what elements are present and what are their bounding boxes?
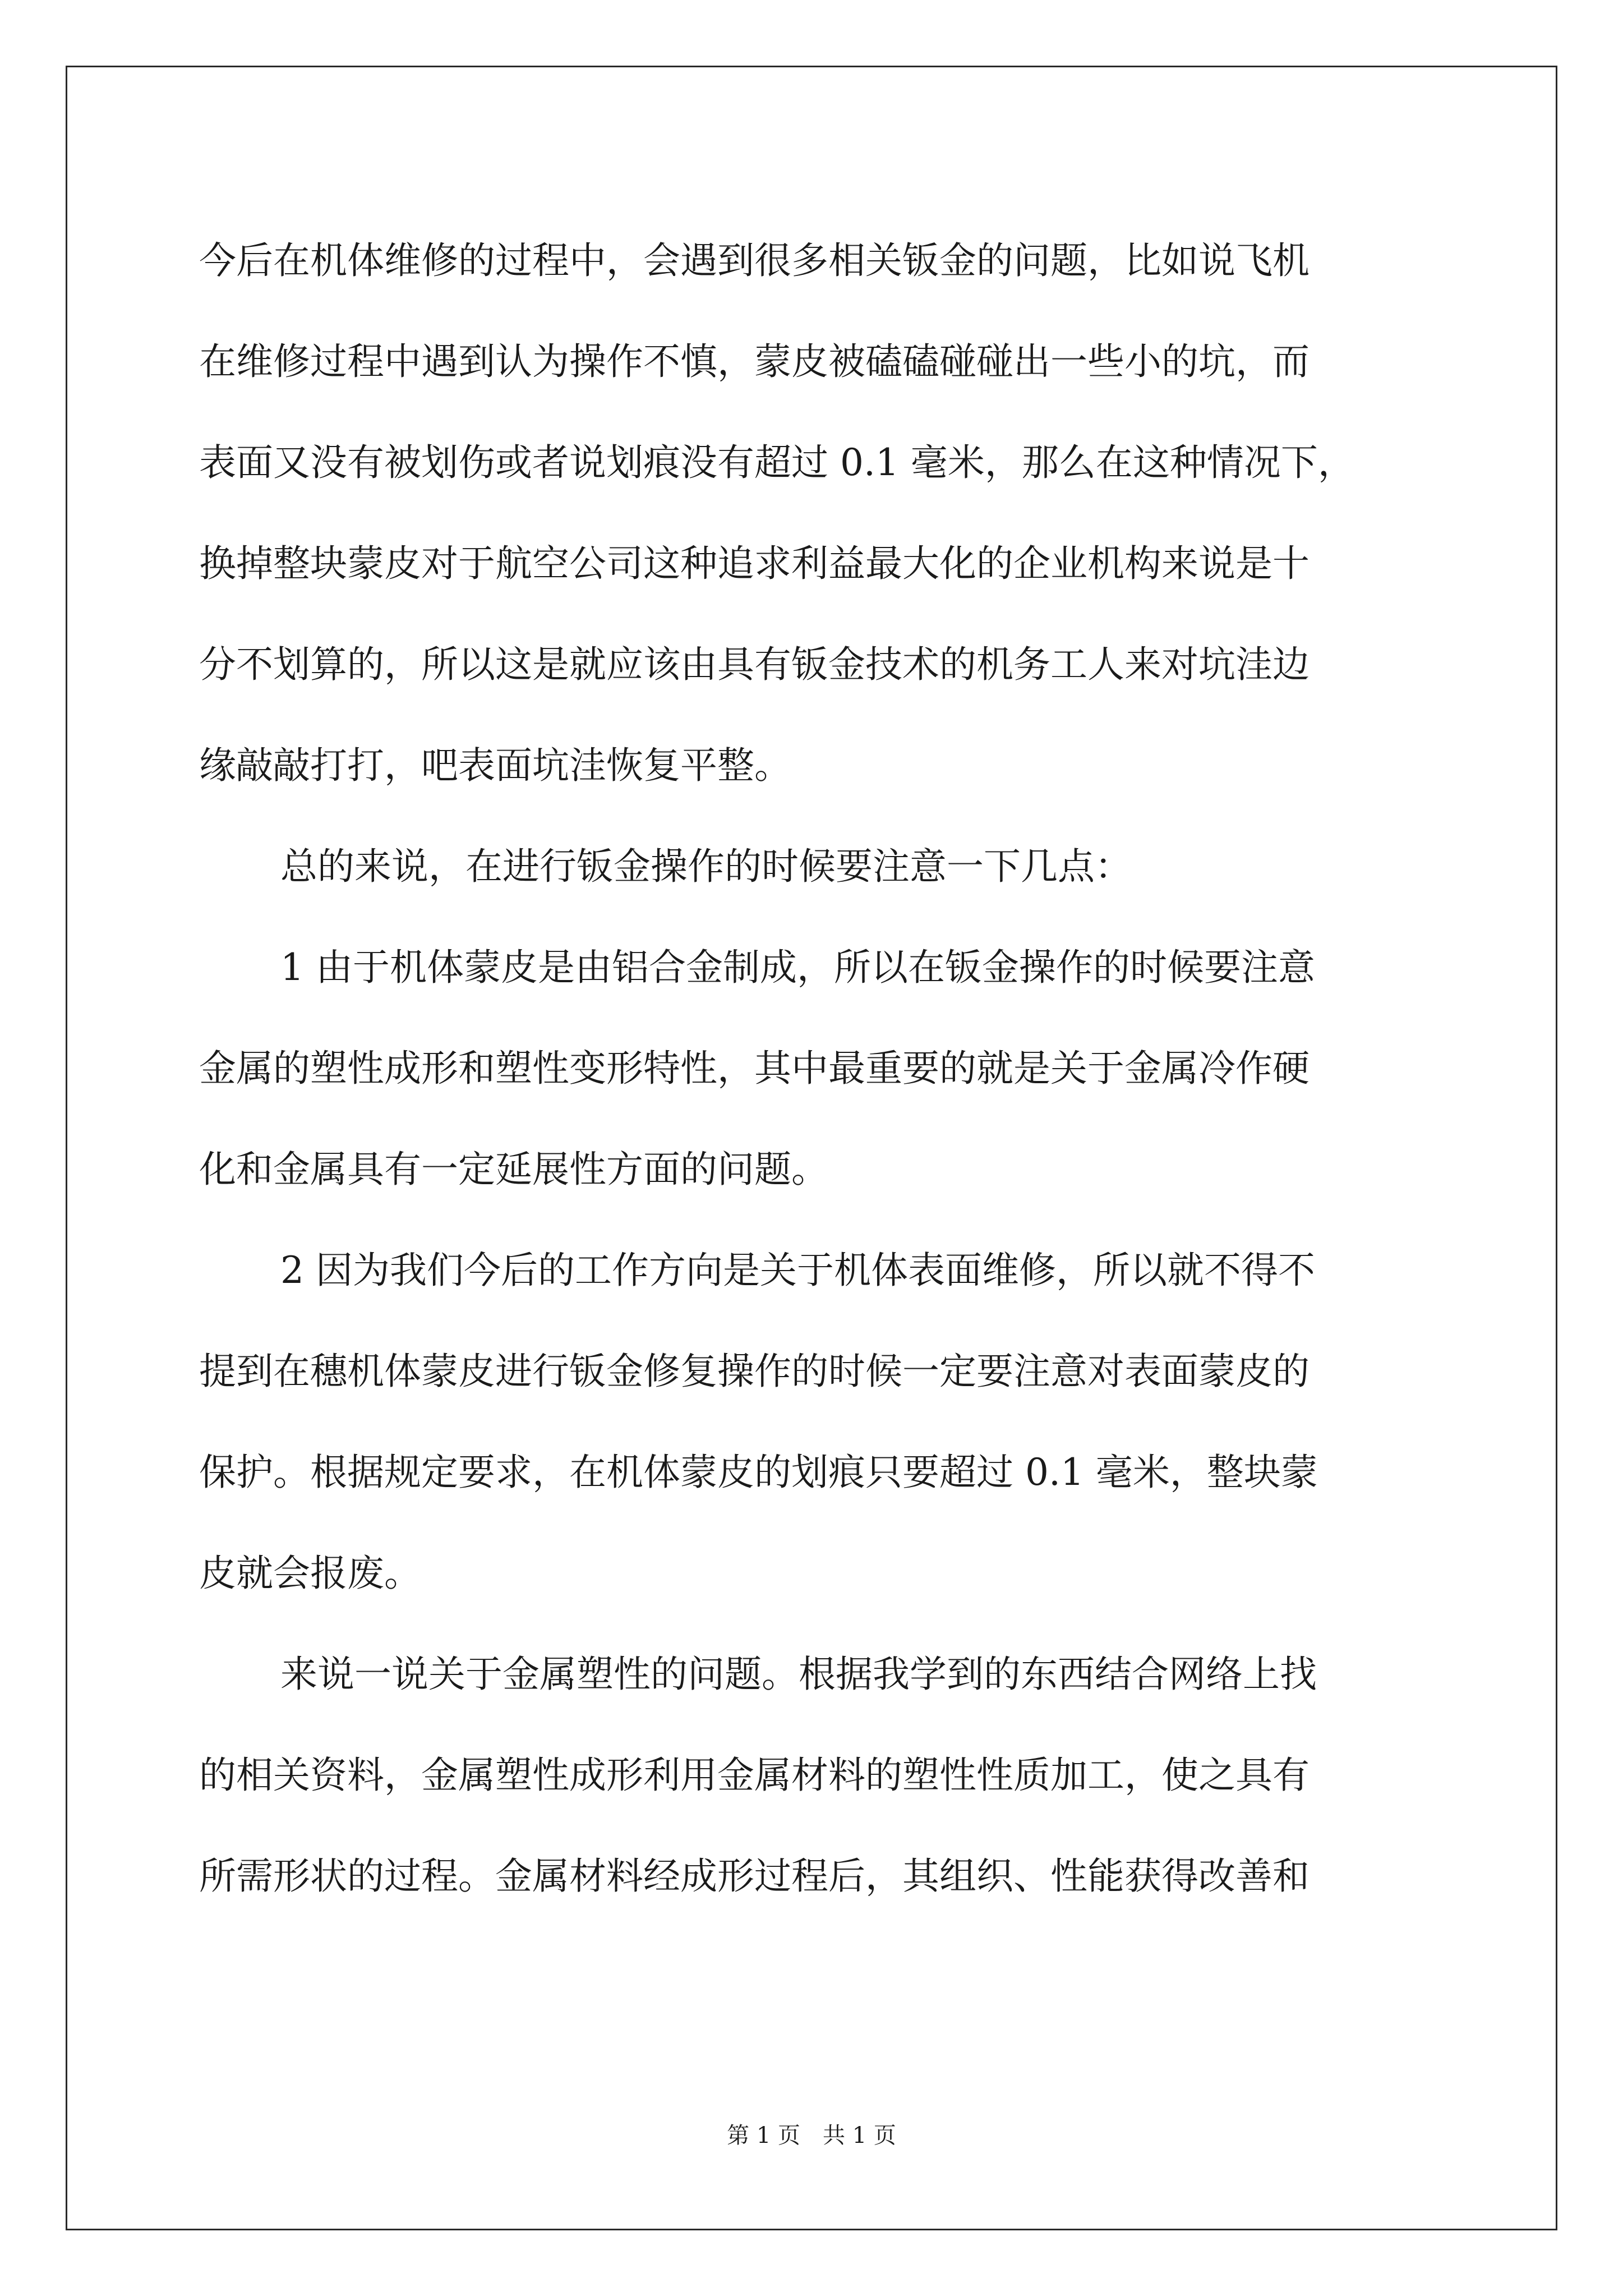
text-line: 在维修过程中遇到认为操作不慎，蒙皮被磕磕碰碰出一些小的坑，而 (199, 340, 1310, 383)
text-line: 的相关资料，金属塑性成形利用金属材料的塑性性质加工，使之具有 (199, 1754, 1310, 1797)
text-line: 分不划算的，所以这是就应该由具有钣金技术的机务工人来对坑洼边 (199, 643, 1310, 686)
text-line: 缘敲敲打打，吧表面坑洼恢复平整。 (199, 744, 791, 787)
text-line: 2 因为我们今后的工作方向是关于机体表面维修，所以就不得不 (280, 1249, 1315, 1292)
document-body (199, 210, 1461, 1927)
text-line: 总的来说，在进行钣金操作的时候要注意一下几点： (280, 845, 1132, 888)
text-line: 今后在机体维修的过程中，会遇到很多相关钣金的问题，比如说飞机 (199, 239, 1310, 282)
text-line: 来说一说关于金属塑性的问题。根据我学到的东西结合网络上找 (280, 1653, 1317, 1696)
text-line: 提到在穗机体蒙皮进行钣金修复操作的时候一定要注意对表面蒙皮的 (199, 1350, 1310, 1393)
text-line: 化和金属具有一定延展性方面的问题。 (199, 1148, 828, 1191)
text-line: 所需形状的过程。金属材料经成形过程后，其组织、性能获得改善和 (199, 1855, 1310, 1898)
text-line: 表面又没有被划伤或者说划痕没有超过 0.1 毫米，那么在这种情况下， (199, 441, 1355, 484)
text-line: 皮就会报废。 (199, 1552, 421, 1595)
text-line: 金属的塑性成形和塑性变形特性，其中最重要的就是关于金属冷作硬 (199, 1047, 1310, 1090)
page-number-footer: 第 1 页 共 1 页 (727, 2123, 896, 2148)
text-line: 保护。根据规定要求，在机体蒙皮的划痕只要超过 0.1 毫米，整块蒙 (199, 1451, 1318, 1494)
text-line: 换掉整块蒙皮对于航空公司这种追求利益最大化的企业机构来说是十 (199, 542, 1310, 585)
text-line: 1 由于机体蒙皮是由铝合金制成，所以在钣金操作的时候要注意 (280, 946, 1315, 989)
